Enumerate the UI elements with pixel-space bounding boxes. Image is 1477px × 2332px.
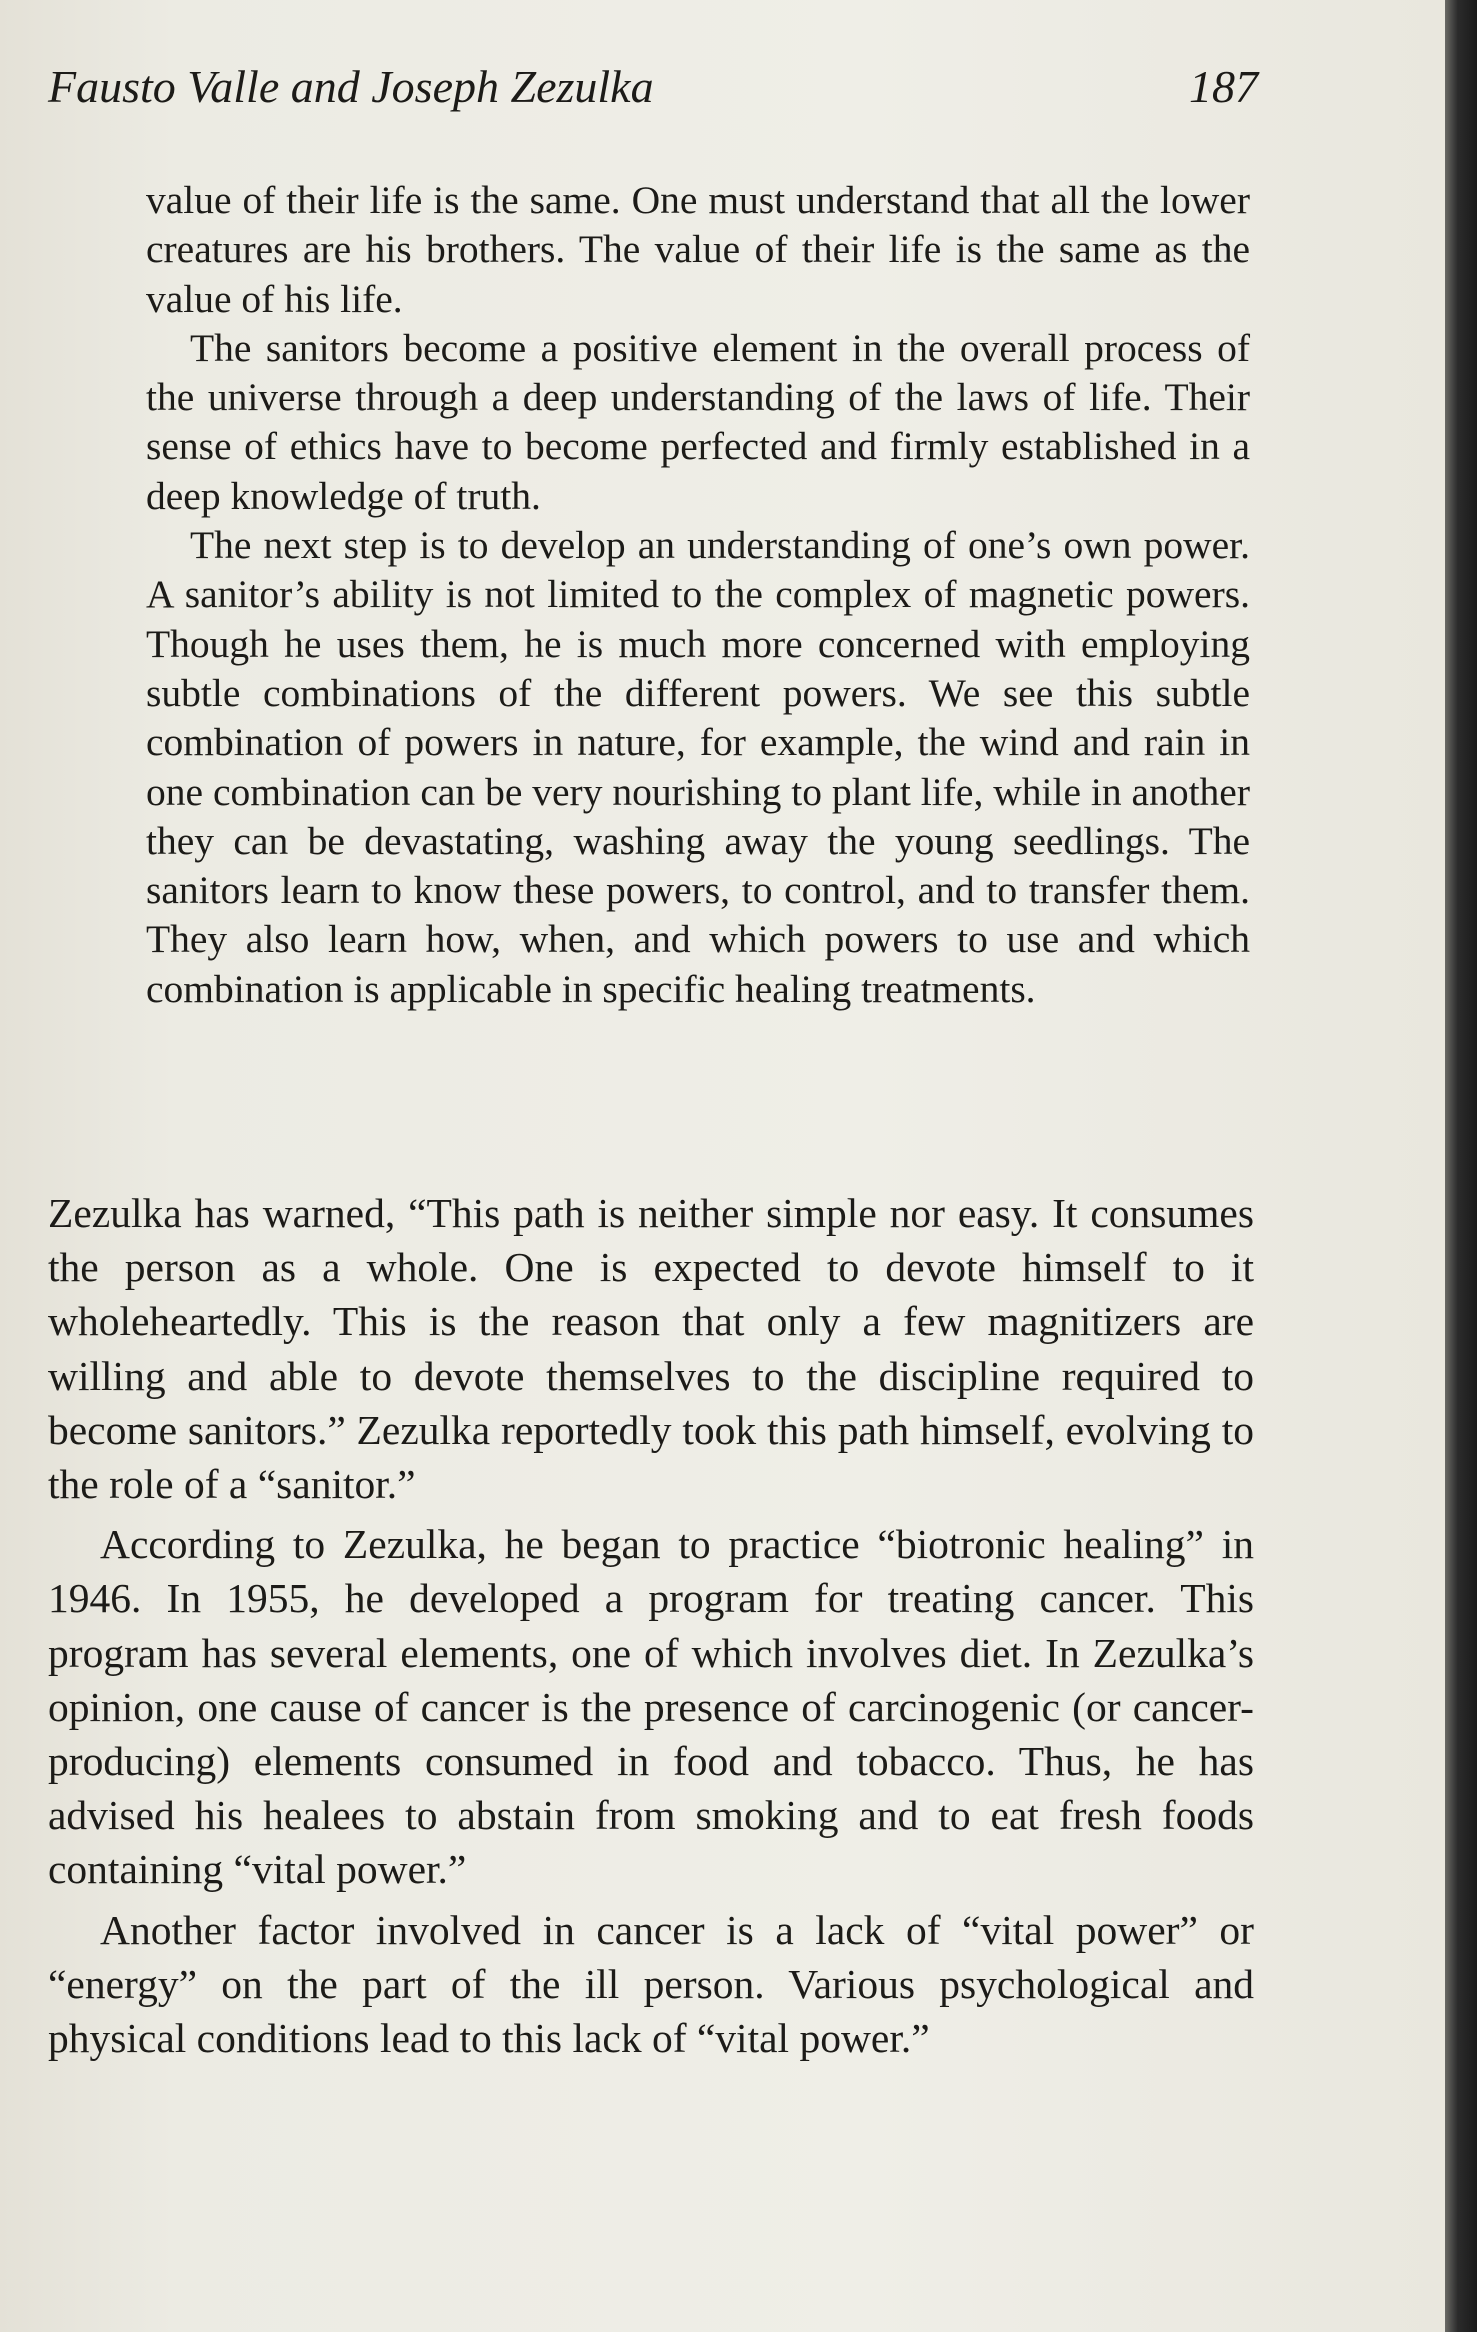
running-head: [48, 52, 1258, 122]
body-text: [48, 1186, 1254, 2065]
page-number: 187: [1189, 61, 1258, 112]
quote-paragraph: The next step is to develop an understanding of one’s own power. A sanitor’s ability is not limited to the complex of magnetic powers. Though he uses them, he is much more concerned with employing subtle combinations of the different powers. We see this subtle combination of powers in nature, for example, the wind and rain in one combination can be very nourishing to plant life, while in another they can be devastating, washing away the young seedlings. The sanitors learn to know these powers, to control, and to transfer them. They also learn how, when, and which powers to use and which combination is applicable in specific healing treatments.: [146, 523, 1250, 1011]
quote-paragraph: value of their life is the same. One must understand that all the lower creatures are his brothers. The value of their life is the same as the value of his life.: [146, 178, 1250, 321]
body-paragraph: According to Zezulka, he began to practice “biotronic healing” in 1946. In 1955, he developed a program for treating cancer. This program has several elements, one of which involves diet. In Zezulka’s opinion, one cause of cancer is the presence of carcinogenic (or cancer-producing) elements consumed in food and tobacco. Thus, he has advised his healees to abstain from smoking and to eat fresh foods containing “vital power.”: [48, 1521, 1254, 1893]
quote-paragraph: The sanitors become a positive element in the overall process of the universe through a deep understanding of the laws of life. Their sense of ethics have to become perfected and firmly established in a deep knowledge of truth.: [146, 325, 1250, 518]
body-paragraph: Zezulka has warned, “This path is neither simple nor easy. It consumes the person as a whole. One is expected to devote himself to it wholeheartedly. This is the reason that only a few magnitizers are willing and able to devote themselves to the discipline required to become sanitors.” Zezulka reportedly took this path himself, evolving to the role of a “sanitor.”: [48, 1190, 1254, 1508]
body-paragraph: Another factor involved in cancer is a lack of “vital power” or “energy” on the part of the ill person. Various psychological and physical conditions lead to this lack of “vital power.”: [48, 1906, 1254, 2062]
book-spine-edge: [1445, 0, 1477, 2332]
block-quote: [146, 176, 1250, 1014]
running-head-title: Fausto Valle and Joseph Zezulka: [48, 61, 654, 112]
